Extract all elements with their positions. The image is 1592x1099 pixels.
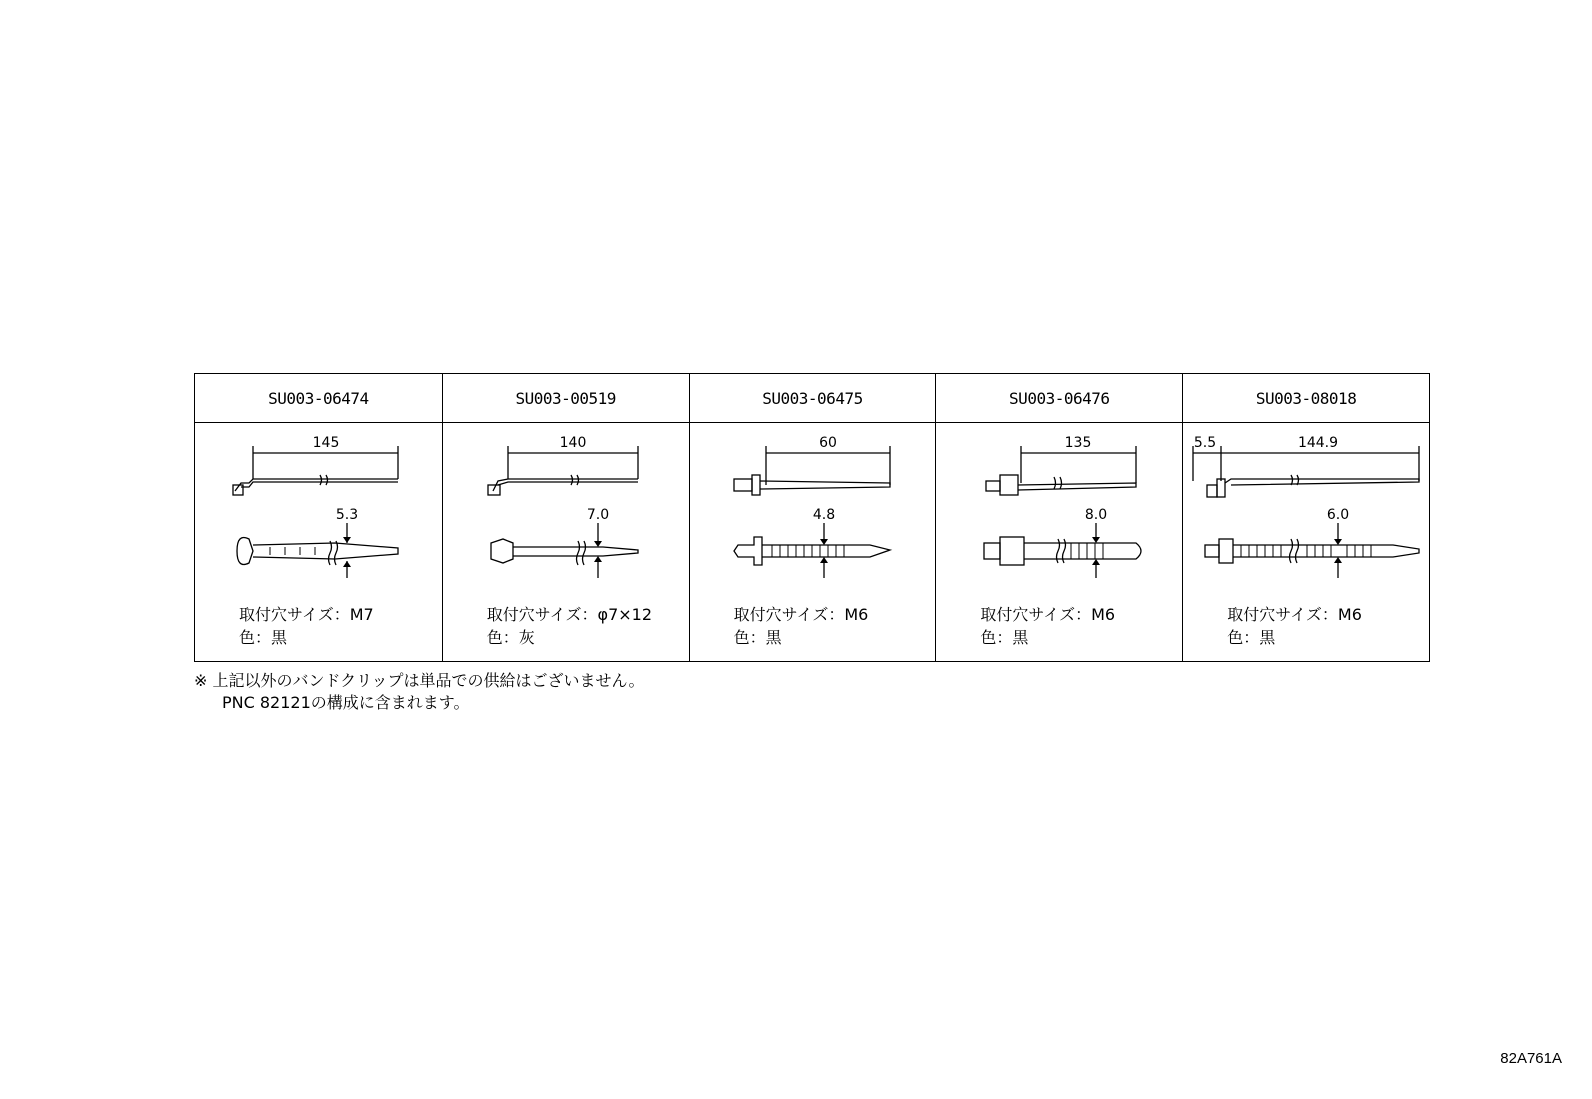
band-clip-table — [194, 373, 1430, 662]
length-dimension: 140 — [559, 435, 587, 451]
clip-column-4 — [935, 374, 1182, 661]
footnote-line-2: PNC 82121の構成に含まれます。 — [222, 693, 470, 712]
hole-size: 取付穴サイズ：φ7×12 — [486, 605, 653, 624]
width-dimension: 8.0 — [1085, 507, 1108, 523]
footnote-line-1: ※ 上記以外のバンドクリップは単品での供給はございません。 — [194, 671, 645, 690]
color-spec: 色：灰 — [486, 628, 535, 647]
width-dimension: 4.8 — [812, 507, 835, 523]
hole-size: 取付穴サイズ：M6 — [733, 605, 869, 624]
color-spec: 色：黒 — [980, 628, 1029, 647]
part-number: SU003-06476 — [936, 374, 1182, 423]
figure-id: 82A761A — [1500, 1050, 1562, 1067]
footnote — [194, 670, 645, 714]
clip-column-1 — [195, 374, 442, 661]
head-offset-dimension: 5.5 — [1194, 435, 1217, 451]
color-spec: 色：黒 — [1227, 628, 1276, 647]
width-dimension: 6.0 — [1327, 507, 1350, 523]
clip-column-5 — [1182, 374, 1429, 661]
part-number: SU003-06474 — [195, 374, 442, 423]
part-number: SU003-08018 — [1183, 374, 1429, 423]
color-spec: 色：黒 — [733, 628, 782, 647]
width-dimension: 7.0 — [586, 507, 609, 523]
color-spec: 色：黒 — [239, 628, 288, 647]
clip-column-2 — [442, 374, 689, 661]
part-number: SU003-06475 — [690, 374, 936, 423]
length-dimension: 135 — [1065, 435, 1092, 451]
hole-size: 取付穴サイズ：M7 — [239, 605, 374, 624]
part-number: SU003-00519 — [443, 374, 689, 423]
hole-size: 取付穴サイズ：M6 — [980, 605, 1116, 624]
length-dimension: 144.9 — [1298, 435, 1339, 451]
clip-column-3 — [689, 374, 936, 661]
length-dimension: 145 — [312, 435, 340, 451]
width-dimension: 5.3 — [335, 507, 359, 523]
hole-size: 取付穴サイズ：M6 — [1227, 605, 1362, 624]
length-dimension: 60 — [818, 435, 837, 451]
